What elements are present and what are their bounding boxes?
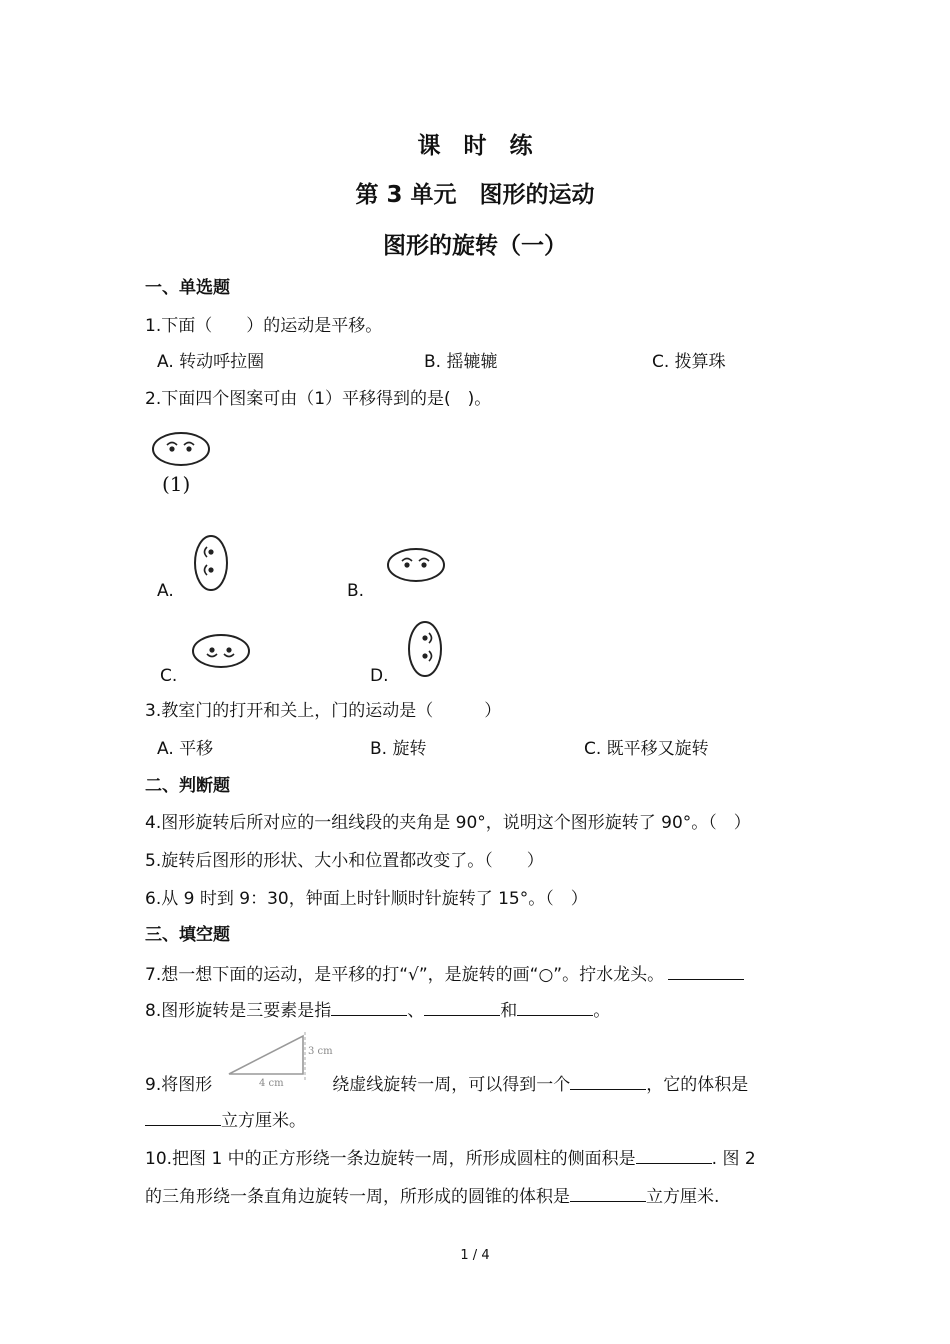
q8-text-3: 和 bbox=[500, 1001, 518, 1021]
q3-option-b: B. 旋转 bbox=[370, 739, 427, 759]
q3-option-a: A. 平移 bbox=[157, 739, 214, 759]
q8-blank-1[interactable] bbox=[331, 999, 407, 1016]
page-number: 1 / 4 bbox=[460, 1248, 490, 1263]
face-option-d bbox=[404, 620, 446, 680]
q3-option-c: C. 既平移又旋转 bbox=[584, 739, 709, 759]
question-8 bbox=[145, 996, 610, 1021]
q9-text-4: 立方厘米。 bbox=[221, 1111, 306, 1131]
q1-option-b: B. 摇辘辘 bbox=[424, 352, 498, 372]
q10-blank-1[interactable] bbox=[636, 1147, 712, 1164]
q8-text-1: 8.图形旋转是三要素是指 bbox=[145, 1001, 332, 1021]
question-1: 1.下面（ ）的运动是平移。 bbox=[145, 316, 383, 336]
question-2: 2.下面四个图案可由（1）平移得到的是( )。 bbox=[145, 389, 492, 409]
q9-text-3: ，它的体积是 bbox=[646, 1075, 749, 1095]
face-figure-1 bbox=[150, 430, 212, 470]
section-fill-blank: 三、填空题 bbox=[145, 925, 230, 945]
question-6: 6.从 9 时到 9：30，钟面上时针顺时针旋转了 15°。（ ） bbox=[145, 889, 588, 909]
page-title: 课 时 练 bbox=[417, 133, 533, 159]
figure-1-label: (1) bbox=[162, 472, 191, 496]
section-single-choice: 一、单选题 bbox=[145, 278, 230, 298]
face-option-a bbox=[190, 534, 232, 594]
question-4: 4.图形旋转后所对应的一组线段的夹角是 90°，说明这个图形旋转了 90°。（ ） bbox=[145, 813, 751, 833]
q2-option-a: A. bbox=[157, 581, 174, 601]
question-9-line-2 bbox=[145, 1106, 306, 1131]
face-option-c bbox=[190, 632, 252, 672]
q7-blank[interactable] bbox=[668, 963, 744, 980]
triangle-base-label: 4 cm bbox=[259, 1078, 284, 1089]
q2-option-b: B. bbox=[347, 581, 365, 601]
q1-option-a: A. 转动呼拉圈 bbox=[157, 352, 265, 372]
unit-title: 第 3 单元 图形的运动 bbox=[355, 182, 595, 208]
q2-option-c: C. bbox=[160, 666, 178, 686]
question-5: 5.旋转后图形的形状、大小和位置都改变了。（ ） bbox=[145, 851, 544, 871]
q9-blank-2[interactable] bbox=[145, 1109, 221, 1126]
q8-text-2: 、 bbox=[407, 1001, 425, 1021]
q10-text-1: 10.把图 1 中的正方形绕一条边旋转一周，所形成圆柱的侧面积是 bbox=[145, 1149, 636, 1169]
q8-blank-2[interactable] bbox=[424, 999, 500, 1016]
lesson-title: 图形的旋转（一） bbox=[383, 233, 567, 259]
q8-text-4: 。 bbox=[593, 1001, 611, 1021]
q10-text-2: . 图 2 bbox=[711, 1149, 756, 1169]
q7-text: 7.想一想下面的运动，是平移的打“√”，是旋转的画“○”。拧水龙头。 bbox=[145, 965, 665, 985]
question-10-line-2 bbox=[145, 1182, 719, 1207]
question-3: 3.教室门的打开和关上，门的运动是（ ） bbox=[145, 701, 502, 721]
q9-text-2: 绕虚线旋转一周，可以得到一个 bbox=[332, 1075, 571, 1095]
question-10-line-1 bbox=[145, 1144, 756, 1169]
q10-blank-2[interactable] bbox=[570, 1185, 646, 1202]
q8-blank-3[interactable] bbox=[517, 999, 593, 1016]
q10-text-3: 的三角形绕一条直角边旋转一周，所形成的圆锥的体积是 bbox=[145, 1187, 570, 1207]
q9-text-1: 9.将图形 bbox=[145, 1075, 213, 1095]
face-option-b bbox=[385, 546, 447, 586]
q2-option-d: D. bbox=[370, 666, 389, 686]
question-7 bbox=[145, 960, 744, 985]
triangle-height-label: 3 cm bbox=[308, 1046, 333, 1057]
q9-blank-1[interactable] bbox=[570, 1073, 646, 1090]
right-triangle-figure bbox=[225, 1030, 340, 1090]
q1-option-c: C. 拨算珠 bbox=[652, 352, 726, 372]
q10-text-4: 立方厘米. bbox=[646, 1187, 720, 1207]
section-true-false: 二、判断题 bbox=[145, 776, 230, 796]
